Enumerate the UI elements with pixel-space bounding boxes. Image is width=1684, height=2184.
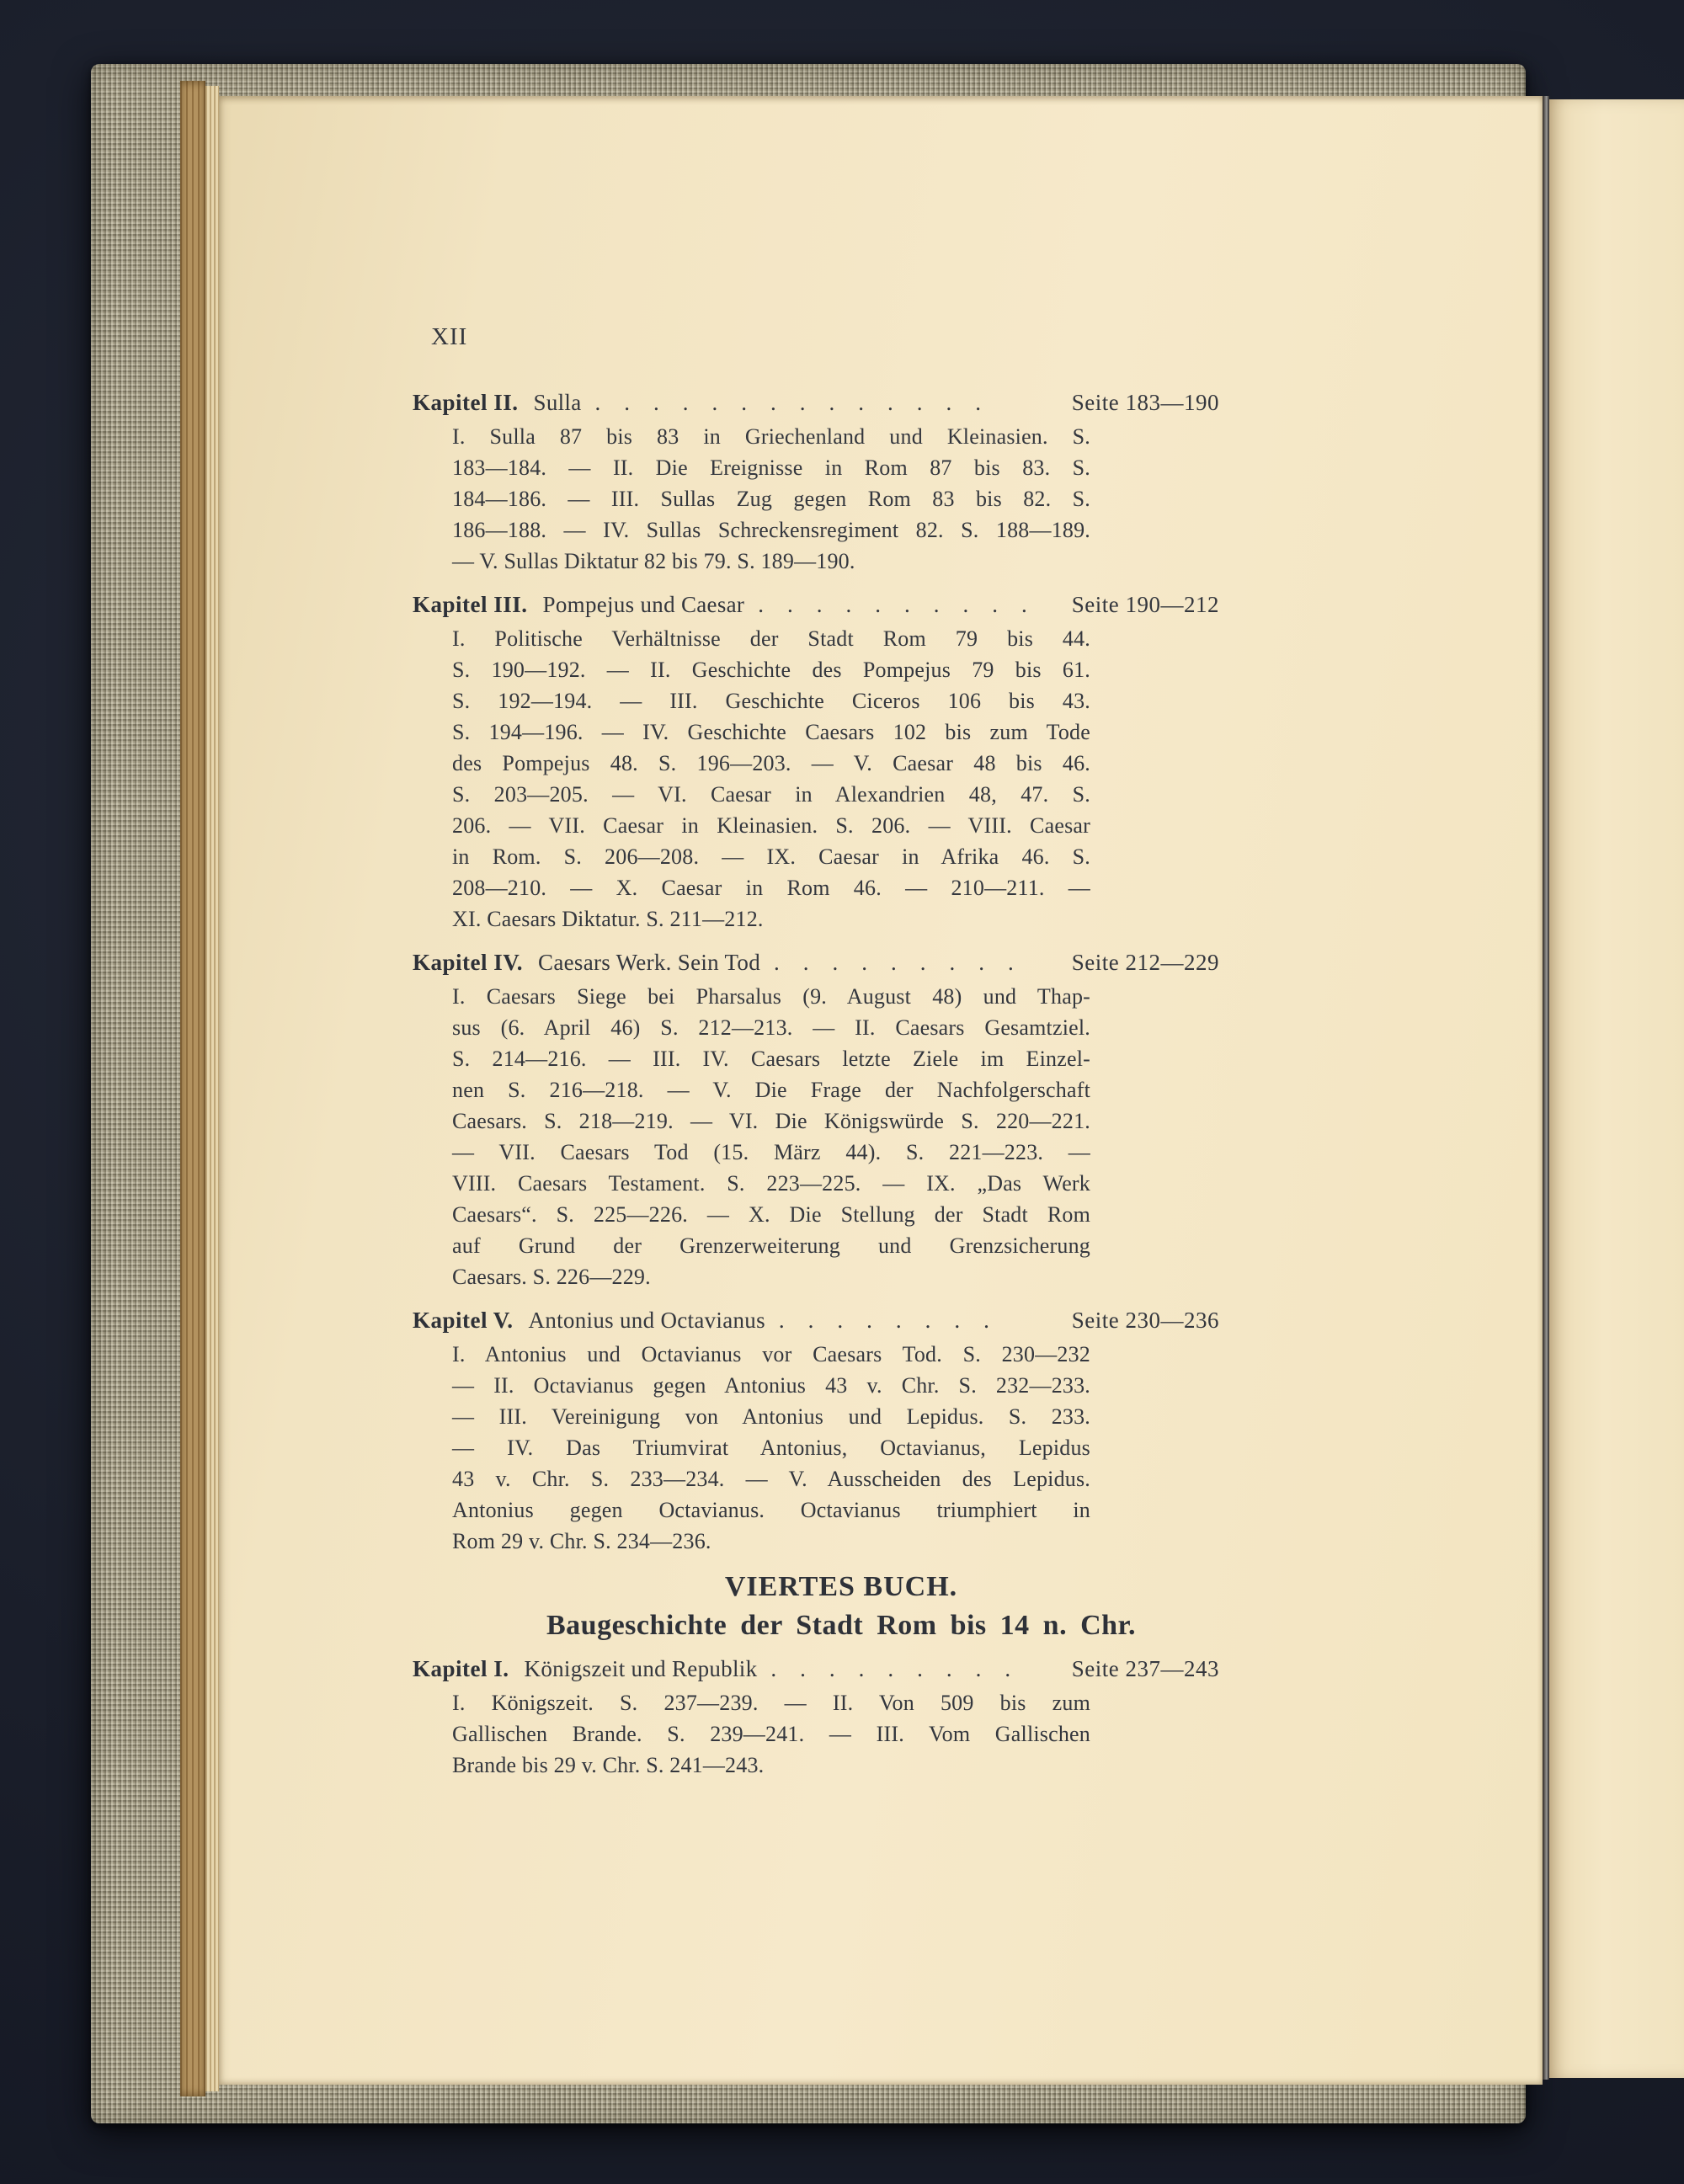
chapter-summary: I. Antonius und Octavianus vor Caesars Tod. S. 230—232 — II. Octavianus gegen Antonius 43 v. Chr. S. 232—233. — III. Vereinigung von Antonius und Lepidus. S. 233. — IV. Das Triumvirat Antonius, Octavianus, Lepidus 43 v. Chr. S. 233—234. — V. Ausscheiden des Lepidus. Antonius gegen Octavianus. Octavianus triumphiert in Rom 29 v. Chr. S. 234—236. (452, 1342, 1090, 1553)
toc-entry (413, 588, 1219, 935)
chapter-title: Caesars Werk. Sein Tod (538, 950, 761, 975)
toc-entry (413, 946, 1219, 1292)
chapter-summary: I. Politische Verhältnisse der Stadt Rom 79 bis 44. S. 190—192. — II. Geschichte des Pompejus 79 bis 61. S. 192—194. — III. Geschichte Ciceros 106 bis 43. S. 194—196. — IV. Geschichte Caesars 102 bis zum Tode des Pompejus 48. S. 196—203. — V. Caesar 48 bis 46. S. 203—205. — VI. Caesar in Alexandrien 48, 47. S. 206. — VII. Caesar in Kleinasien. S. 206. — VIII. Caesar in Rom. S. 206—208. — IX. Caesar in Afrika 46. S. 208—210. — X. Caesar in Rom 46. — 210—211. — XI. Caesars Diktatur. S. 211—212. (452, 626, 1090, 931)
dot-leader: ........ (778, 1308, 1013, 1333)
chapter-label: Kapitel II. (413, 390, 519, 415)
page-range: Seite 237—243 (1071, 1656, 1219, 1681)
page-range: Seite 183—190 (1071, 390, 1219, 415)
toc-entry-row (413, 588, 1219, 621)
page-range: Seite 212—229 (1071, 950, 1219, 975)
facing-page-edge (1549, 99, 1684, 2078)
page-stack-edge-inner (205, 86, 219, 2091)
toc-entry-row (413, 946, 1219, 979)
gutter-shadow (1543, 96, 1549, 2080)
toc-entry (413, 1652, 1219, 1781)
toc-entry-row (413, 1303, 1219, 1337)
dot-leader: .......... (758, 592, 1051, 617)
toc-content (413, 322, 1219, 1792)
chapter-label: Kapitel IV. (413, 950, 524, 975)
dot-leader: ......... (770, 1656, 1035, 1681)
chapter-title: Pompejus und Caesar (542, 592, 745, 617)
toc-entry-row (413, 386, 1219, 419)
chapter-title: Königszeit und Republik (524, 1656, 758, 1681)
chapter-summary: I. Caesars Siege bei Pharsalus (9. August 48) und Thap- sus (6. April 46) S. 212—213. — II. Caesars Gesamtziel. S. 214—216. — III. IV. Caesars letzte Ziele im Einzel- nen S. 216—218. — V. Die Frage der Nachfolgerschaft Caesars. S. 218—219. — VI. Die Königswürde S. 220—221. — VII. Caesars Tod (15. März 44). S. 221—223. — VIII. Caesars Testament. S. 223—225. — IX. „Das Werk Caesars“. S. 225—226. — X. Die Stellung der Stadt Rom auf Grund der Grenzerweiterung und Grenzsicherung Caesars. S. 226—229. (452, 984, 1090, 1289)
chapter-label: Kapitel III. (413, 592, 528, 617)
page-range: Seite 190—212 (1071, 592, 1219, 617)
page-stack-edge-outer (180, 81, 205, 2096)
chapter-title: Sulla (533, 390, 582, 415)
toc-entry (413, 1303, 1219, 1557)
toc-entry (413, 386, 1219, 577)
chapter-label: Kapitel I. (413, 1656, 509, 1681)
page-number: XII (431, 323, 468, 350)
dot-leader: .............. (594, 390, 1005, 415)
dot-leader: ......... (774, 950, 1037, 975)
chapter-summary: I. Sulla 87 bis 83 in Griechenland und Kleinasien. S. 183—184. — II. Die Ereignisse in Rom 87 bis 83. S. 184—186. — III. Sullas Zug gegen Rom 83 bis 82. S. 186—188. — IV. Sullas Schreckensregiment 82. S. 188—189. — V. Sullas Diktatur 82 bis 79. S. 189—190. (452, 424, 1090, 573)
book-heading (413, 1568, 1219, 1645)
chapter-label: Kapitel V. (413, 1308, 514, 1333)
page-range: Seite 230—236 (1071, 1308, 1219, 1333)
book-subtitle-heading: Baugeschichte der Stadt Rom bis 14 n. Chr. (546, 1610, 1136, 1641)
chapter-title: Antonius und Octavianus (528, 1308, 765, 1333)
book-page (219, 96, 1543, 2085)
toc-entry-row (413, 1652, 1219, 1686)
book-title-heading: VIERTES BUCH. (724, 1571, 958, 1602)
chapter-summary: I. Königszeit. S. 237—239. — II. Von 509 bis zum Gallischen Brande. S. 239—241. — III. Vom Gallischen Brande bis 29 v. Chr. S. 241—243. (452, 1691, 1090, 1777)
